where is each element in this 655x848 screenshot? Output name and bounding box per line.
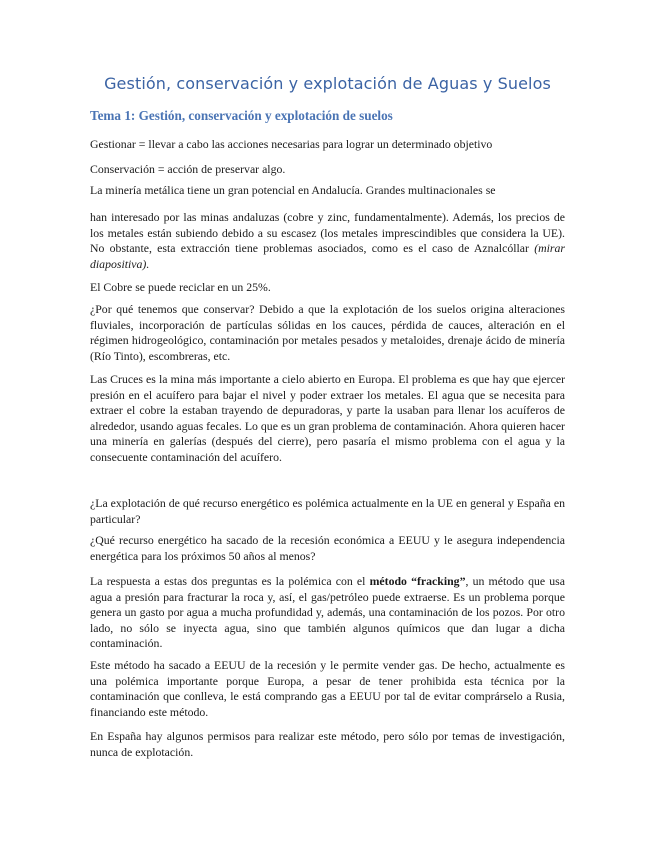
paragraph-cobre-reciclaje: El Cobre se puede reciclar en un 25%. <box>90 280 271 294</box>
paragraph-definition-conservacion: Conservación = acción de preservar algo. <box>90 162 286 176</box>
section-heading: Tema 1: Gestión, conservación y explotación de suelos <box>90 108 393 123</box>
paragraph-pregunta-eeuu: ¿Qué recurso energético ha sacado de la recesión económica a EEUU y le asegura independencia energética para los próximos 50 años al menos? <box>90 533 565 563</box>
paragraph-por-que-conservar: ¿Por qué tenemos que conservar? Debido a que la explotación de los suelos origina alteraciones fluviales, incorporación de partículas sólidas en los cauces, pérdida de cauces, alteración en el régimen hidrogeológico, contaminación por metales pesados y metaloides, drenaje ácido de minería (Río Tinto), escombreras, etc. <box>90 302 565 363</box>
paragraph-fracking <box>90 574 565 652</box>
paragraph-text: , un método que usa agua a presión para fracturar la roca y, así, el gas/petróleo puede extraerse. Es un problema porque genera un gasto por agua a mucha profundidad y, además, una contaminación de los pozos. Por otro lado, no sólo se inyecta agua, sino que también algunos químicos que dan lugar a dicha contaminación. <box>90 574 565 651</box>
paragraph-text: han interesado por las minas andaluzas (cobre y zinc, fundamentalmente). Además, los precios de los metales están subiendo debido a su escasez (los metales imprescindibles que considera la UE). No obstante, esta extracción tiene problemas asociados, como es el caso de Aznalcóllar <box>90 210 565 256</box>
paragraph-mineria-intro: La minería metálica tiene un gran potencial en Andalucía. Grandes multinacionales se <box>90 183 496 197</box>
paragraph-definition-gestionar: Gestionar = llevar a cabo las acciones necesarias para lograr un determinado objetivo <box>90 137 493 151</box>
paragraph-pregunta-recurso: ¿La explotación de qué recurso energético es polémica actualmente en la UE en general y España en particular? <box>90 496 565 526</box>
paragraph-eeuu-gas: Este método ha sacado a EEUU de la recesión y le permite vender gas. De hecho, actualmente es una polémica importante porque Europa, a pesar de tener prohibida esta técnica por la contaminación que conlleva, le está comprando gas a EEUU por tal de evitar comprárselo a Rusia, financiando este método. <box>90 658 565 719</box>
paragraph-espana-permisos: En España hay algunos permisos para realizar este método, pero sólo por temas de investigación, nunca de explotación. <box>90 729 565 759</box>
fracking-highlight: método “fracking” <box>369 574 466 588</box>
paragraph-italic-note: (mirar diapositiva). <box>90 241 565 271</box>
paragraph-mineria-continuation <box>90 210 565 272</box>
paragraph-text: La respuesta a estas dos preguntas es la polémica con el <box>90 574 370 588</box>
document-title: Gestión, conservación y explotación de Aguas y Suelos <box>104 74 551 93</box>
paragraph-las-cruces: Las Cruces es la mina más importante a cielo abierto en Europa. El problema es que hay que ejercer presión en el acuífero para bajar el nivel y poder extraer los metales. El agua que se necesita para extraer el cobre la estaban trayendo de depuradoras, y parte la usaban para llenar los acuíferos de alrededor, usando aguas fecales. Lo que es un gran problema de contaminación. Ahora quieren hacer una minería en galerías (después del cierre), pero pasaría el mismo problema con el agua y la consecuente contaminación del acuífero. <box>90 372 565 464</box>
